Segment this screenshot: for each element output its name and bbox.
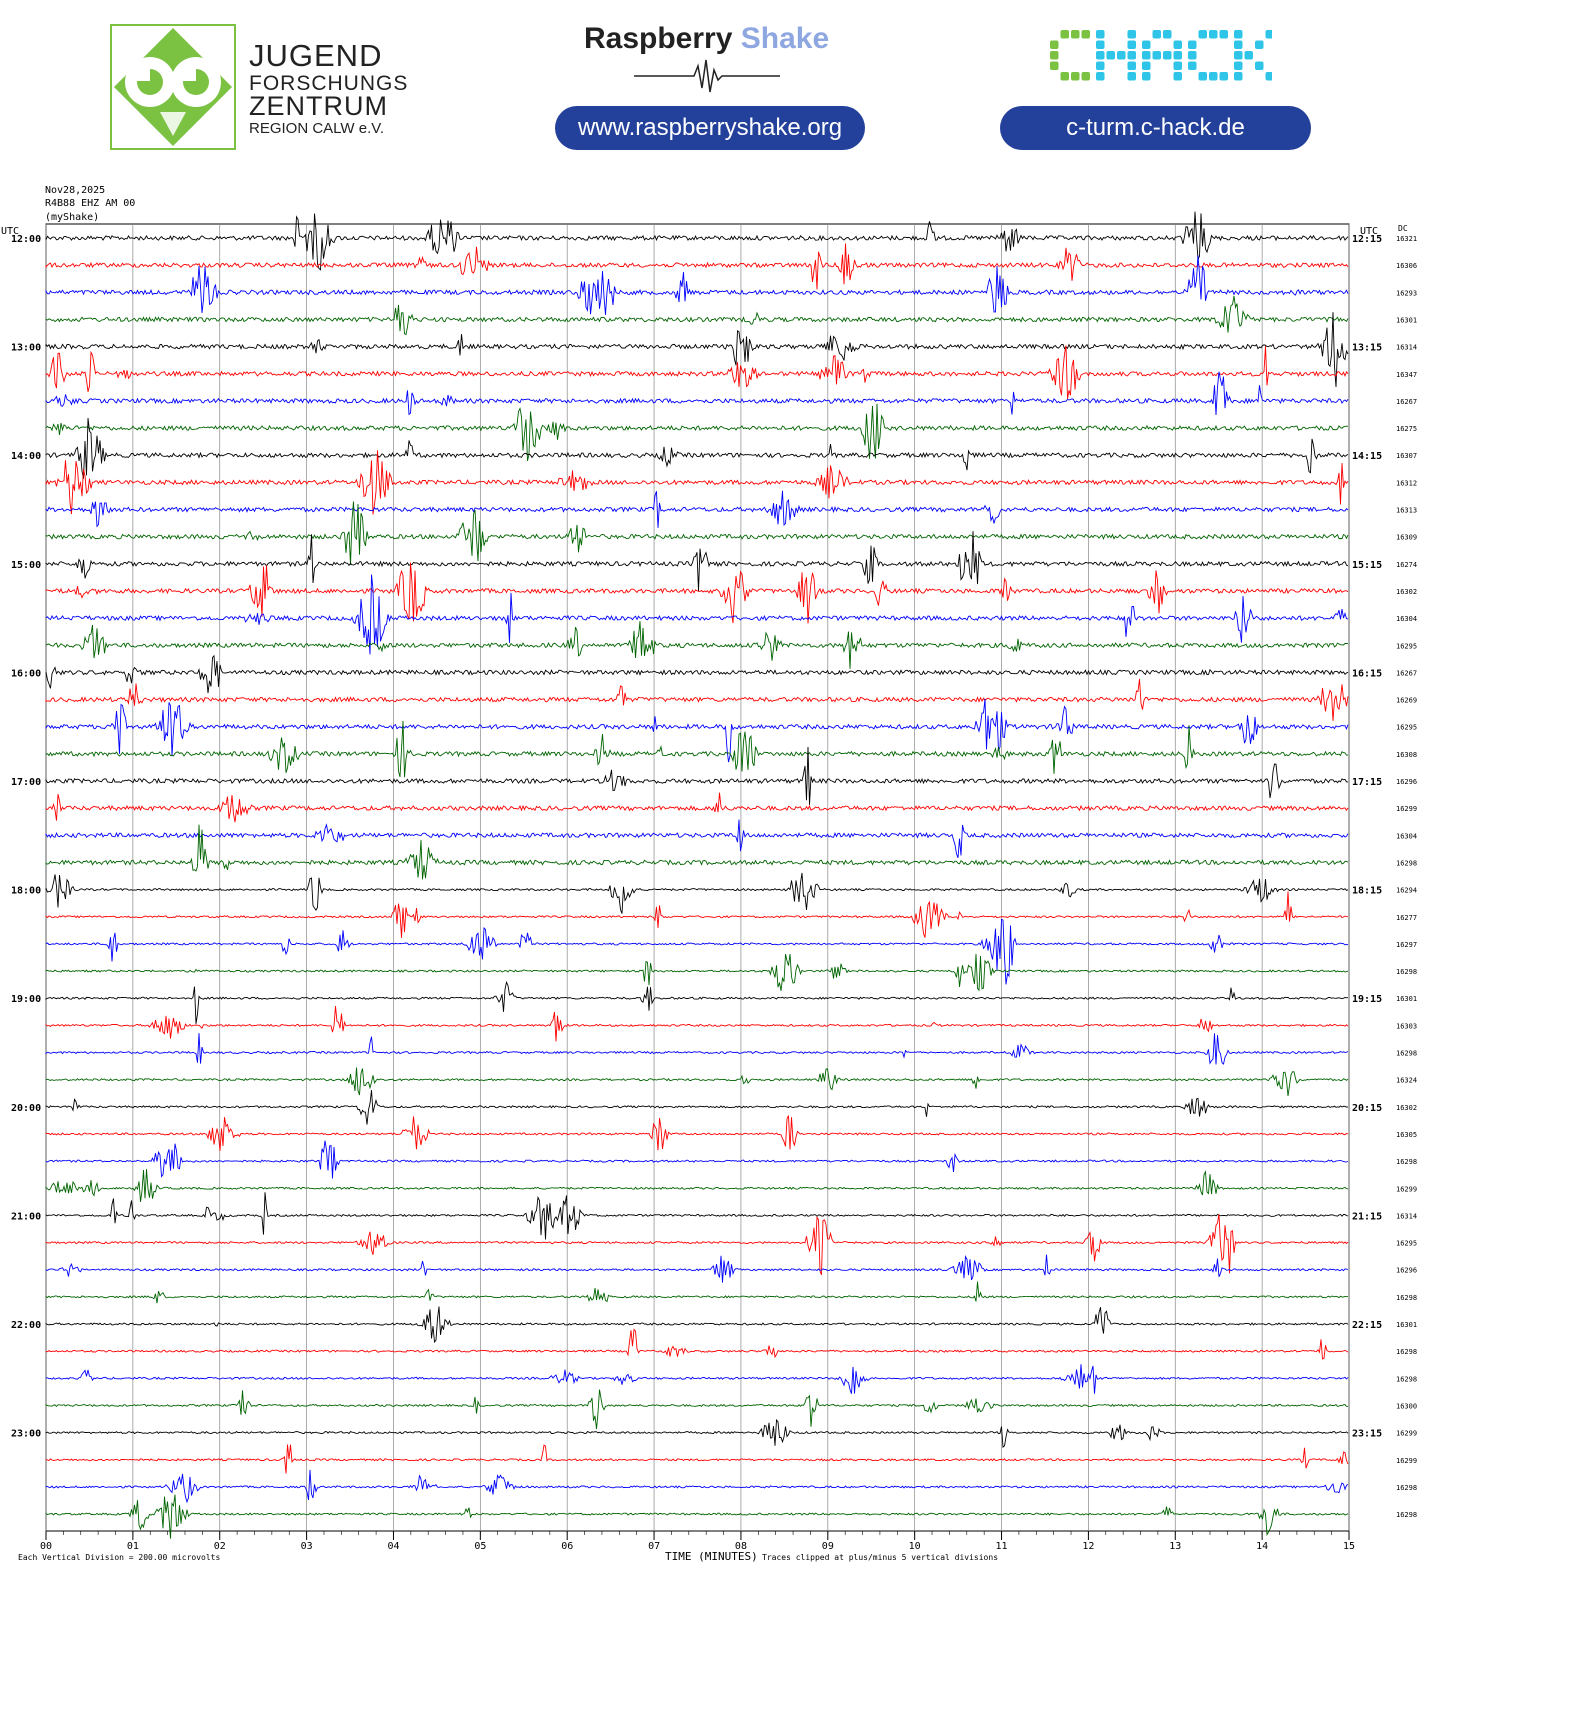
trace-row xyxy=(46,1068,1348,1097)
dc-value: 16298 xyxy=(1396,1348,1418,1357)
trace-row xyxy=(46,244,1348,290)
trace-row xyxy=(46,699,1348,762)
labels xyxy=(11,234,1417,1552)
traces xyxy=(46,212,1348,1539)
dc-value: 16299 xyxy=(1396,1429,1418,1438)
hour-label: 19:00 xyxy=(11,994,42,1006)
dc-value: 16347 xyxy=(1396,370,1418,379)
trace-row xyxy=(46,1214,1348,1275)
dc-title: DC xyxy=(1398,224,1408,233)
dc-value: 16299 xyxy=(1396,1185,1418,1194)
dc-value: 16314 xyxy=(1396,1212,1418,1221)
hour-label: 12:00 xyxy=(11,234,42,245)
dc-value: 16295 xyxy=(1396,642,1418,651)
x-tick-label: 09 xyxy=(821,1541,834,1552)
rs-word2: Shake xyxy=(740,22,830,55)
dc-value: 16298 xyxy=(1396,859,1418,868)
dc-value: 16269 xyxy=(1396,696,1418,705)
x-tick-label: 08 xyxy=(734,1541,747,1552)
trace-row xyxy=(46,1495,1348,1539)
dc-value: 16296 xyxy=(1396,1266,1418,1275)
dc-value: 16312 xyxy=(1396,479,1418,488)
dc-value: 16309 xyxy=(1396,533,1418,542)
dc-value: 16267 xyxy=(1396,397,1418,406)
right-hour-label: 19:15 xyxy=(1352,994,1383,1006)
x-tick-label: 13 xyxy=(1169,1541,1182,1552)
meta-station: R4B88 EHZ AM 00 xyxy=(45,198,136,209)
x-tick-label: 11 xyxy=(995,1541,1008,1552)
trace-row xyxy=(46,1090,1348,1125)
hour-label: 17:00 xyxy=(11,777,42,788)
dc-value: 16298 xyxy=(1396,1483,1418,1492)
trace-row xyxy=(46,1116,1348,1151)
jfz-line3: ZENTRUM xyxy=(249,91,388,121)
footer-left: Each Vertical Division = 200.00 microvolts xyxy=(18,1553,221,1562)
right-hour-label: 20:15 xyxy=(1352,1102,1383,1114)
dc-value: 16277 xyxy=(1396,913,1418,922)
dc-value: 16313 xyxy=(1396,506,1418,515)
x-tick-label: 04 xyxy=(387,1541,400,1552)
trace-row xyxy=(46,296,1348,335)
dc-value: 16296 xyxy=(1396,778,1418,786)
dc-value: 16294 xyxy=(1396,886,1418,895)
dc-value: 16275 xyxy=(1396,425,1418,434)
dc-value: 16324 xyxy=(1396,1076,1418,1085)
x-axis-label: TIME (MINUTES) xyxy=(665,1550,758,1563)
dc-value: 16293 xyxy=(1396,289,1418,298)
meta-date: Nov28,2025 xyxy=(45,185,106,196)
hour-label: 14:00 xyxy=(11,451,42,463)
hour-label: 16:00 xyxy=(11,668,42,680)
dc-value: 16303 xyxy=(1396,1022,1418,1031)
dc-value: 16298 xyxy=(1396,1049,1418,1058)
dc-value: 16298 xyxy=(1396,968,1418,977)
dc-value: 16295 xyxy=(1396,1239,1418,1248)
x-tick-label: 03 xyxy=(300,1541,313,1552)
trace-row xyxy=(46,563,1348,624)
dc-value: 16304 xyxy=(1396,832,1418,841)
trace-row xyxy=(46,404,1348,461)
trace-row xyxy=(46,450,1348,514)
dc-value: 16308 xyxy=(1396,750,1418,759)
trace-row xyxy=(46,679,1348,721)
trace-row xyxy=(46,212,1348,270)
dc-value: 16300 xyxy=(1396,1402,1418,1411)
x-tick-label: 10 xyxy=(908,1541,921,1552)
hour-label: 22:00 xyxy=(11,1320,42,1331)
trace-row xyxy=(46,1390,1348,1429)
dc-value: 16299 xyxy=(1396,805,1418,814)
x-tick-label: 14 xyxy=(1256,1541,1269,1552)
x-tick-label: 05 xyxy=(474,1541,487,1552)
dc-value: 16306 xyxy=(1396,262,1418,271)
dc-value: 16298 xyxy=(1396,1293,1418,1302)
trace-row xyxy=(46,621,1348,669)
dc-value: 16298 xyxy=(1396,1511,1418,1520)
jfz-line4: REGION CALW e.V. xyxy=(249,120,385,137)
x-tick-label: 12 xyxy=(1082,1541,1095,1552)
x-tick-label: 15 xyxy=(1343,1541,1356,1552)
trace-row xyxy=(46,1141,1348,1179)
x-tick-label: 02 xyxy=(213,1541,226,1552)
right-hour-label: 15:15 xyxy=(1352,559,1383,571)
right-hour-label: 18:15 xyxy=(1352,885,1383,897)
hour-label: 13:00 xyxy=(11,342,42,354)
dc-value: 16307 xyxy=(1396,452,1418,461)
right-hour-label: 13:15 xyxy=(1352,342,1383,354)
trace-row xyxy=(46,531,1348,591)
dc-value: 16305 xyxy=(1396,1130,1418,1139)
dc-value: 16314 xyxy=(1396,343,1418,352)
x-tick-label: 07 xyxy=(648,1541,661,1552)
trace-row xyxy=(46,1470,1348,1502)
right-hour-label: 12:15 xyxy=(1352,234,1383,245)
trace-row xyxy=(46,919,1348,984)
dc-value: 16274 xyxy=(1396,560,1418,569)
trace-row xyxy=(46,982,1348,1024)
trace-row xyxy=(46,873,1348,914)
dc-value: 16267 xyxy=(1396,669,1418,678)
trace-row xyxy=(46,1330,1348,1359)
trace-row xyxy=(46,1364,1348,1393)
trace-row xyxy=(46,1282,1348,1304)
trace-row xyxy=(46,891,1348,938)
trace-row xyxy=(46,575,1348,655)
dc-value: 16302 xyxy=(1396,1103,1418,1112)
hour-label: 15:00 xyxy=(11,559,42,571)
meta-source: (myShake) xyxy=(45,212,100,223)
trace-row xyxy=(46,1445,1348,1474)
trace-row xyxy=(46,491,1348,528)
hour-label: 23:00 xyxy=(11,1428,42,1440)
trace-row xyxy=(46,820,1348,858)
dc-value: 16299 xyxy=(1396,1456,1418,1465)
trace-row xyxy=(46,954,1348,991)
trace-row xyxy=(46,793,1348,823)
trace-row xyxy=(46,1420,1348,1447)
dc-value: 16297 xyxy=(1396,940,1418,949)
trace-row xyxy=(46,1255,1348,1283)
grid xyxy=(46,224,1349,1540)
dc-value: 16302 xyxy=(1396,587,1418,596)
dc-value: 16295 xyxy=(1396,723,1418,732)
trace-row xyxy=(46,1307,1348,1343)
footer-right: Traces clipped at plus/minus 5 vertical divisions xyxy=(762,1553,999,1562)
hour-label: 18:00 xyxy=(11,885,42,897)
right-hour-label: 21:15 xyxy=(1352,1211,1383,1223)
chack-url-link[interactable]: c-turm.c-hack.de xyxy=(1000,106,1311,150)
right-hour-label: 22:15 xyxy=(1352,1320,1383,1331)
dc-value: 16298 xyxy=(1396,1158,1418,1167)
x-tick-label: 01 xyxy=(126,1541,139,1552)
right-hour-label: 23:15 xyxy=(1352,1428,1383,1440)
rs-word1: Raspberry xyxy=(584,22,733,55)
hour-label: 20:00 xyxy=(11,1102,42,1114)
dc-value: 16301 xyxy=(1396,1321,1418,1329)
trace-row xyxy=(46,1006,1348,1041)
trace-row xyxy=(46,372,1348,415)
x-tick-label: 00 xyxy=(40,1541,53,1552)
dc-value: 16298 xyxy=(1396,1375,1418,1384)
right-hour-label: 14:15 xyxy=(1352,451,1383,463)
hour-label: 21:00 xyxy=(11,1211,42,1223)
right-axis-title: UTC xyxy=(1360,226,1379,237)
trace-row xyxy=(46,1033,1348,1064)
dc-value: 16301 xyxy=(1396,995,1418,1004)
right-hour-label: 16:15 xyxy=(1352,668,1383,680)
trace-row xyxy=(46,346,1348,399)
trace-row xyxy=(46,656,1348,693)
left-axis-title: UTC xyxy=(1,226,20,237)
dc-value: 16304 xyxy=(1396,615,1418,624)
trace-row xyxy=(46,1169,1348,1202)
trace-row xyxy=(46,721,1348,777)
dc-value: 16301 xyxy=(1396,316,1418,325)
jfz-line2: FORSCHUNGS xyxy=(249,72,409,95)
rs-url-link[interactable]: www.raspberryshake.org xyxy=(555,106,865,150)
trace-row xyxy=(46,1192,1348,1239)
x-tick-label: 06 xyxy=(561,1541,574,1552)
plot-frame xyxy=(46,224,1349,1531)
dc-value: 16321 xyxy=(1396,235,1418,243)
right-hour-label: 17:15 xyxy=(1352,777,1383,788)
jfz-line1: JUGEND xyxy=(249,38,383,73)
